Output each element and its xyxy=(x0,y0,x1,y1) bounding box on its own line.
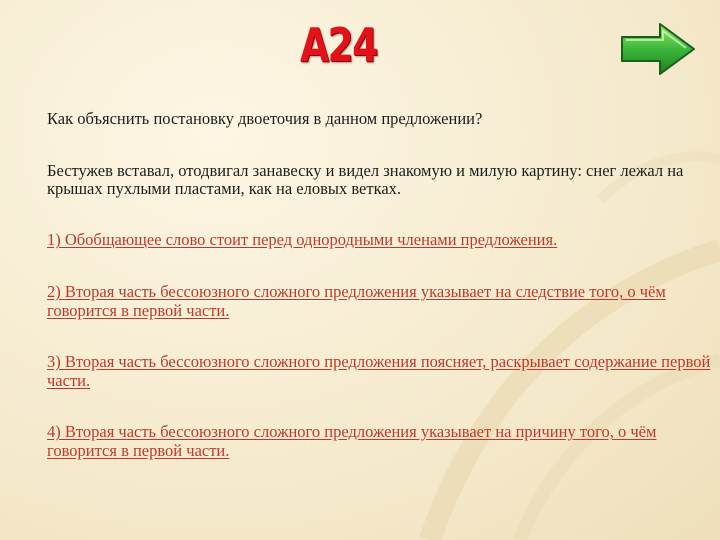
next-slide-button[interactable] xyxy=(618,20,698,78)
answer-option-1[interactable]: 1) Обобщающее слово стоит перед однородными членами предложения. xyxy=(47,230,558,249)
answer-option-4[interactable]: 4) Вторая часть бессоюзного сложного предложения указывает на причину того, о чём говорится в первой части. xyxy=(47,422,657,460)
arrow-right-icon xyxy=(618,20,698,78)
example-sentence: Бестужев вставал, отодвигал занавеску и видел знакомую и милую картину: снег лежал на крышах пухлыми пластами, как на еловых ветках. xyxy=(47,161,684,198)
answer-option-3[interactable]: 3) Вторая часть бессоюзного сложного предложения поясняет, раскрывает содержание первой части. xyxy=(47,352,711,390)
slide-title: А24 xyxy=(300,18,377,72)
question-text: Как объяснить постановку двоеточия в данном предложении? xyxy=(47,109,483,128)
answer-option-2[interactable]: 2) Вторая часть бессоюзного сложного предложения указывает на следствие того, о чём говорится в первой части. xyxy=(47,282,666,320)
